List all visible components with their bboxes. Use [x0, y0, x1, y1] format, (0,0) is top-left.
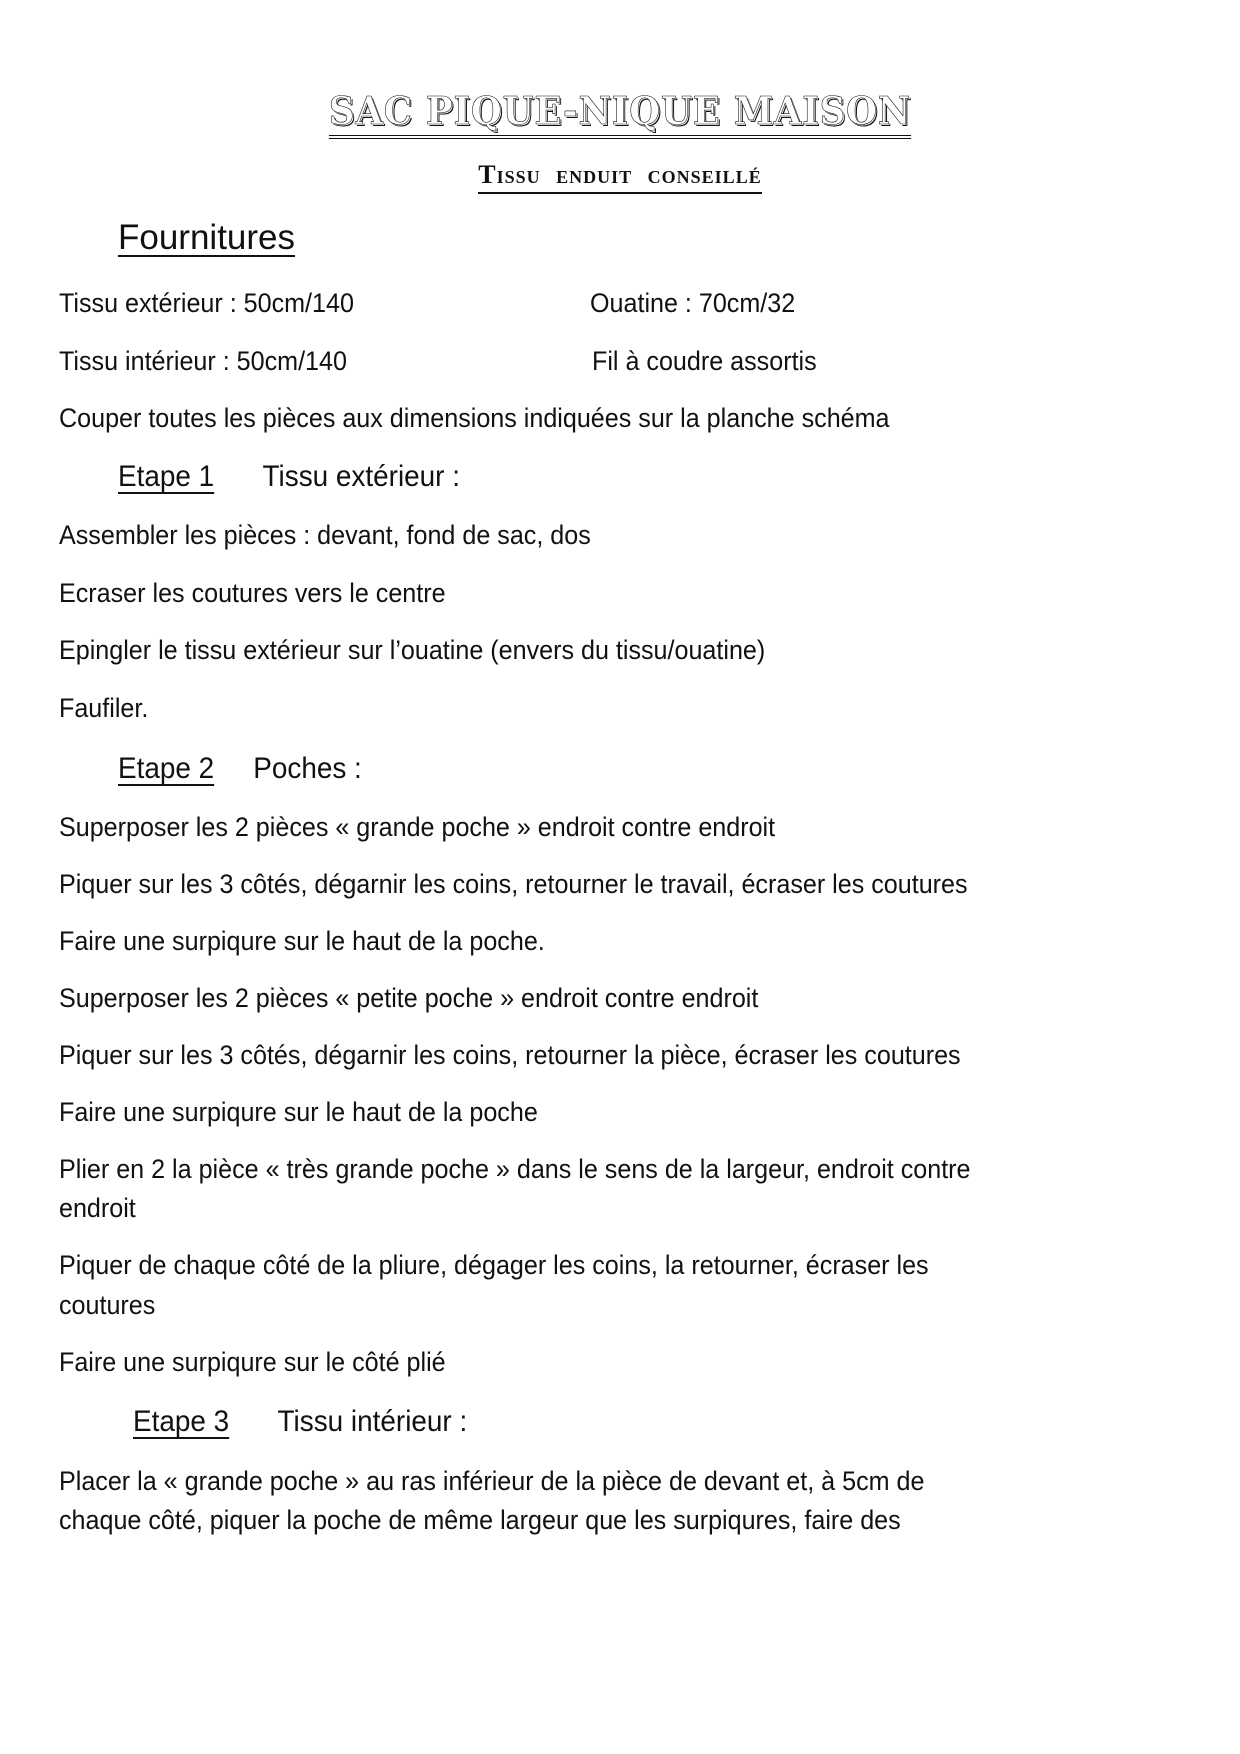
supplies-heading: Fournitures [118, 218, 296, 257]
supply-item: Tissu extérieur : 50cm/140 [59, 288, 354, 318]
step-line: Epingler le tissu extérieur sur l’ouatine (envers du tissu/ouatine) [59, 635, 766, 665]
cutting-note: Couper toutes les pièces aux dimensions indiquées sur la planche schéma [59, 403, 890, 433]
step-line: Faufiler. [59, 693, 149, 723]
step-line: Piquer de chaque côté de la pliure, dégager les coins, la retourner, écraser les [59, 1250, 929, 1280]
step-line: Faire une surpiqure sur le haut de la poche. [59, 926, 545, 956]
step-line: coutures [59, 1290, 156, 1320]
document-subtitle: Tissu enduit conseillé [0, 160, 1240, 194]
step-label: Etape 2 [118, 752, 215, 785]
step-heading [133, 1405, 467, 1439]
supply-item: Tissu intérieur : 50cm/140 [59, 346, 347, 376]
step-line: Faire une surpiqure sur le haut de la poche [59, 1097, 538, 1127]
step-line: Plier en 2 la pièce « très grande poche » dans le sens de la largeur, endroit contre [59, 1154, 971, 1184]
step-line: Superposer les 2 pièces « grande poche » endroit contre endroit [59, 812, 776, 842]
step-title: Tissu extérieur : [262, 460, 460, 493]
supply-item: Ouatine : 70cm/32 [590, 288, 796, 318]
step-heading [118, 752, 362, 786]
step-line: Piquer sur les 3 côtés, dégarnir les coins, retourner la pièce, écraser les coutures [59, 1040, 961, 1070]
step-line: Superposer les 2 pièces « petite poche » endroit contre endroit [59, 983, 759, 1013]
step-line: Faire une surpiqure sur le côté plié [59, 1347, 446, 1377]
step-line: Ecraser les coutures vers le centre [59, 578, 446, 608]
step-title: Poches : [253, 752, 362, 785]
step-line: Assembler les pièces : devant, fond de sac, dos [59, 520, 591, 550]
step-line: endroit [59, 1193, 136, 1223]
step-line: chaque côté, piquer la poche de même largeur que les surpiqures, faire des [59, 1505, 901, 1535]
step-title: Tissu intérieur : [277, 1405, 468, 1438]
document-title: SAC PIQUE-NIQUE MAISON [0, 88, 1240, 139]
step-line: Placer la « grande poche » au ras inférieur de la pièce de devant et, à 5cm de [59, 1466, 925, 1496]
supply-item: Fil à coudre assortis [592, 346, 817, 376]
step-label: Etape 1 [118, 460, 215, 493]
step-heading [118, 460, 460, 494]
step-label: Etape 3 [133, 1405, 230, 1438]
step-line: Piquer sur les 3 côtés, dégarnir les coins, retourner le travail, écraser les coutures [59, 869, 968, 899]
